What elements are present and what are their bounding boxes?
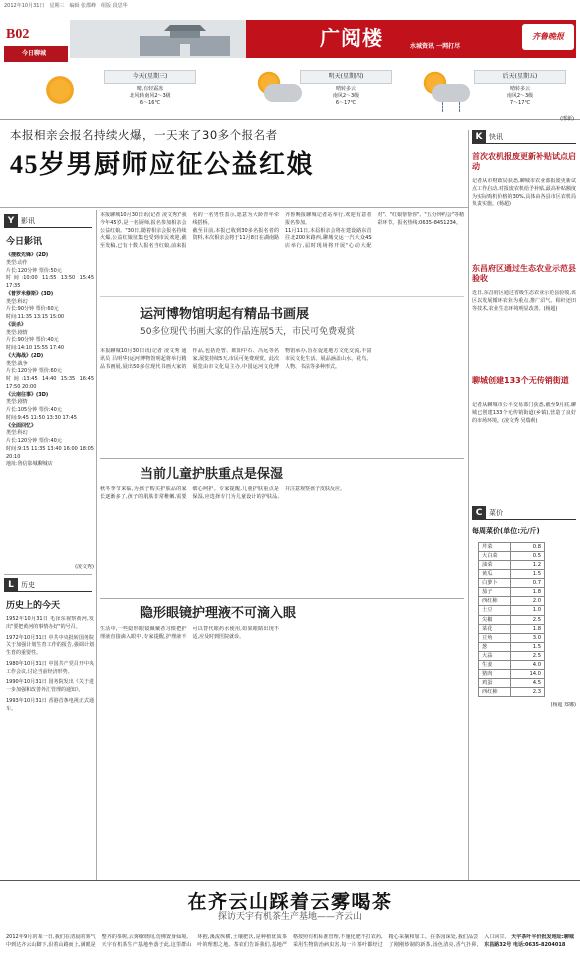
divider (4, 574, 92, 575)
veg-price: 2.3 (511, 688, 545, 697)
movie-line: 类型:科幻 (6, 298, 28, 305)
weather-credit: (邢新) (560, 116, 574, 122)
veg-row (479, 678, 545, 687)
lead-paragraph: 截至目前,本报已收到30多名报名者的资料,本次相亲会将于11月8日在湖南路齐鲁晚报聊城记者站举行,欢迎有意者报名参加。 (192, 212, 372, 242)
section-letter-l: L (4, 578, 18, 592)
veg-name: 生姜 (479, 660, 511, 669)
tea-body (6, 934, 574, 972)
page-tag: 今日聊城 (4, 46, 68, 62)
movie-section-head (4, 214, 92, 228)
weather-temp: 6～16℃ (139, 100, 161, 106)
veg-price: 0.7 (511, 579, 545, 588)
veg-name: 西红柿 (479, 597, 511, 606)
veg-row (479, 688, 545, 697)
veg-price: 1.8 (511, 588, 545, 597)
weather-strip (0, 64, 580, 120)
contact-lens-headline: 隐形眼镜护理液不可滴入眼 (140, 606, 297, 621)
veg-row (479, 570, 545, 579)
veg-price: 3.0 (511, 633, 545, 642)
history-item: 1990年10月31日 国务院发出《关于进一步加强和改善外汇管理的通知》。 (6, 679, 94, 693)
veg-row (479, 651, 545, 660)
veg-name: 葱 (479, 642, 511, 651)
movie-title: 今日影讯 (6, 237, 43, 247)
news-title: 东昌府区通过生态农业示范县验收 (472, 264, 576, 284)
weather-desc (300, 86, 392, 107)
tea-contact: 天宇茶叶平价批发地址:聊城东昌路32号 电话:0635-8204018 (484, 934, 574, 948)
veg-row (479, 552, 545, 561)
section-letter-y: Y (4, 214, 18, 228)
veg-name: 西红柿 (479, 688, 511, 697)
movie-line: 《全面回忆》 (6, 422, 37, 429)
page-number-block (4, 26, 68, 64)
cloud-icon (432, 84, 470, 102)
movie-line: 类型:动作 (6, 259, 28, 266)
veg-row (479, 669, 545, 678)
page-number: B02 (6, 27, 30, 42)
skin-headline: 当前儿童护肤重点是保湿 (140, 467, 284, 482)
column-title: 广阅楼 (320, 28, 383, 50)
paper-logo: 齐鲁晚报 (522, 24, 574, 50)
movie-line: 时间:10:00 11:55 13:50 15:45 17:35 (6, 275, 94, 289)
divider (468, 130, 469, 880)
sun-icon (44, 74, 76, 106)
lead-paragraph: 本报聊城10月30日讯(记者 凌文秀)"我今年45岁,是一名厨师,报名参加相亲会公益红娘。"30日,随着相亲会报名持续火爆,公益红娘征集也受到市民欢迎,截至发稿,已有十数人报名当红娘,前来报名的一名男性表示,愿意为大龄青年牵线搭桥。 (100, 212, 279, 249)
weather-desc (474, 86, 566, 107)
movie-line: 《普罗米修斯》(3D) (6, 290, 54, 297)
cloud-icon (264, 84, 302, 102)
section-letter-c: C (472, 506, 486, 520)
movie-line: 类型:战争 (6, 360, 28, 367)
veg-name: 菜花 (479, 624, 511, 633)
veg-name: 油菜 (479, 561, 511, 570)
veg-price: 1.0 (511, 606, 545, 615)
city-gate-illustration (130, 24, 240, 56)
veg-price: 1.8 (511, 624, 545, 633)
section-letter-k: K (472, 130, 486, 144)
veg-price: 2.5 (511, 651, 545, 660)
veg-price: 4.0 (511, 660, 545, 669)
weather-desc (104, 86, 196, 107)
veg-row (479, 624, 545, 633)
news-title: 首次农机报废更新补贴试点启动 (472, 152, 576, 172)
veg-row (479, 561, 545, 570)
weather-day: 明天(星期四) (300, 70, 392, 84)
veg-name: 鸡蛋 (479, 678, 511, 687)
divider (100, 598, 464, 599)
veg-name: 土豆 (479, 606, 511, 615)
movie-line: 时间:13:45 14:40 15:35 16:45 17:50 20:00 (6, 376, 94, 390)
topline: 2012年10月31日 星期三 编辑 张郡峰 组版 段思华 (4, 3, 128, 9)
tea-text: 2012年9月的某一日,我们在清晨的雾气中到达齐云山脚下,沿着山路而上,满眼是整齐的茶树,云雾缭绕间,仿佛置身仙境。天宇有机茶生产基地坐落于此,这里群山环抱,溪流纵横,土壤肥沃,是种植优质茶叶的理想之地。茶农们告诉我们,基地严格按照有机标准管理,不施化肥不打农药,采用生物防治病虫害,每一片茶叶都经过精心采摘和加工。在茶园深处,我们品尝了刚刚炒制的新茶,汤色清亮,香气扑鼻,入口回甘。 (6, 934, 510, 948)
history-item: 1993年10月31日 香港首条电视正式通车。 (6, 697, 94, 712)
movie-line: 地址:鲁信影城聊城店 (6, 461, 53, 468)
veg-row (479, 615, 545, 624)
veg-row (479, 588, 545, 597)
weather-condition: 晴转多云 (335, 86, 356, 92)
history-list (6, 616, 94, 876)
movie-line: 片长:120分钟 票价:40元 (6, 438, 62, 444)
news-section-head (472, 130, 576, 144)
history-item: 1952年10月31日 毛泽东视察黄河,发出"要把黄河的事情办好"的号召。 (6, 616, 94, 630)
weather-today (104, 70, 244, 118)
lead-kicker: 本报相亲会报名持续火爆，一天来了30多个报名者 (10, 128, 278, 142)
veg-price: 2.5 (511, 615, 545, 624)
veg-price: 1.5 (511, 570, 545, 579)
history-section-head (4, 578, 92, 592)
weather-wind: 南风2～3级 (506, 93, 534, 99)
weather-wind: 南风2～3级 (332, 93, 360, 99)
movie-line: 时间:14:10 15:55 17:40 (6, 345, 65, 351)
news-body: 记者从聊城市公平交易部门获悉,截至9月底,聊城已创建133个无传销街道(乡镇),营造了良好的市场环境。(凌文秀 吴瑞莉) (472, 402, 576, 424)
weather-temp: 6～17℃ (335, 100, 357, 106)
history-title: 历史上的今天 (6, 601, 61, 611)
movie-line: 时间:11:35 13:15 15:00 (6, 314, 65, 320)
movie-line: 片长:90分钟 票价:60元 (6, 306, 59, 313)
news-title: 聊城创建133个无传销街道 (472, 376, 569, 385)
movie-line: 片长:120分钟 票价:60元 (6, 368, 62, 375)
veg-title: 每周菜价(单位:元/斤) (472, 527, 540, 535)
movie-line: 类型:科幻 (6, 430, 28, 437)
column-subtitle: 水城资讯 一网打尽 (410, 43, 461, 50)
veg-name: 大白菜 (479, 552, 511, 561)
weather-tomorrow (300, 70, 440, 118)
veg-row (479, 606, 545, 615)
veg-name: 白萝卜 (479, 579, 511, 588)
veg-price: 0.5 (511, 552, 545, 561)
veg-name: 猪肉 (479, 669, 511, 678)
section-label: 影讯 (21, 217, 35, 225)
divider (100, 296, 464, 297)
veg-name: 豆角 (479, 633, 511, 642)
divider (0, 880, 580, 881)
veg-row (479, 543, 545, 552)
divider (0, 207, 468, 208)
movie-line: 时间:9:15 11:35 13:40 16:00 18:05 20:10 (6, 445, 94, 460)
veg-name: 黄瓜 (479, 570, 511, 579)
rain-icon (442, 102, 460, 112)
lead-headline: 45岁男厨师应征公益红娘 (10, 150, 315, 179)
lead-paragraph: 11月11日,本届相亲会将在建设路东首往北200米路西,聊城交运一汽大众4S店举行,届时现场将开展"心动大配对"、"红娘帮帮你"、"五分钟约会"等精彩环节。报名热线:0635-8451234。 (285, 212, 464, 249)
movie-line: 时间:9:45 11:50 13:30 17:45 (6, 414, 77, 421)
veg-row (479, 579, 545, 588)
movie-line: 《误杀》 (6, 321, 27, 328)
veg-price: 14.0 (511, 669, 545, 678)
veg-price-table (478, 542, 545, 697)
weather-condition: 晴,有轻霜冻 (136, 86, 164, 92)
veg-name: 茄子 (479, 588, 511, 597)
museum-body: 本报聊城10月30日讯(记者 凌文秀 通讯员 吕明华)运河博物馆明起将举行精品书画展,展出50多位现代书画大家的作品,包括范曾、欧阳中石、冯远等名家,展览持续5天,市民可免费观赏。此次展览由市文化局主办,中国运河文化博物馆承办,旨在促进地方文化交流,丰富市民文化生活。展品涵盖山水、花鸟、人物、书法等多种形式。 (100, 348, 372, 370)
weather-day-after (474, 70, 574, 118)
veg-name: 尖椒 (479, 615, 511, 624)
museum-headline: 运河博物馆明起有精品书画展 (140, 307, 310, 322)
divider (96, 210, 97, 880)
movie-line: 类型:剧情 (6, 329, 28, 336)
movie-line: 片长:105分钟 票价:40元 (6, 407, 62, 413)
weather-day: 后天(星期五) (474, 70, 566, 84)
tea-headline: 在齐云山踩着云雾喝茶 (187, 892, 393, 913)
history-item: 1972年10月31日 中共中央批转国务院关于加强计划生育工作的报告,强调计划生育的重要性。 (6, 634, 94, 656)
divider (100, 458, 464, 459)
news-body: 记者从市财政局获悉,聊城市农业部报废更新试点工作启动,对报废农机给予补贴,最高补贴额度为实际购机价格的30%,具体由各县市区农机局负责实施。(杨超) (472, 178, 576, 208)
veg-name: 大蒜 (479, 651, 511, 660)
news-body: 近日,东昌府区通过省级生态农业示范县验收,该区以发展循环农业为重点,推广沼气、秸秆还田等技术,农业生态环境明显改善。(杨超) (472, 290, 576, 312)
movie-line: 片长:120分钟 票价:50元 (6, 267, 62, 274)
weather-wind: 北风转南风2～3级 (129, 93, 171, 99)
movie-credit: (凌文秀) (75, 564, 94, 570)
skin-body: 秋冬季节来临,为孩子购买护肤品的家长逐渐多了,孩子的肌肤非常稚嫩,需要细心呵护。专家提醒,儿童护肤重点是保湿,应选择专门为儿童设计的护肤品,并注意观察孩子皮肤反应。 (100, 486, 346, 500)
veg-row (479, 597, 545, 606)
history-item: 1980年10月31日 中国共产党召开中央工作会议,讨论当前经济形势。 (6, 660, 94, 675)
movie-line: 《搜救先锋》(2D) (6, 252, 49, 258)
contact-lens-body: 生活中,一些隐形眼镜佩戴者习惯把护理液直接滴入眼中,专家提醒,护理液不可以替代眼药水使用,如果眼睛出现不适,应及时到医院就诊。 (100, 626, 279, 640)
movie-line: 片长:90分钟 票价:40元 (6, 337, 59, 344)
veg-name: 芹菜 (479, 543, 511, 552)
movie-line: 《大海战》(2D) (6, 352, 44, 359)
veg-price: 1.2 (511, 561, 545, 570)
veg-section-head (472, 506, 576, 520)
veg-row (479, 660, 545, 669)
veg-credit: (杨超 郑娜) (550, 702, 576, 708)
museum-subhead: 50多位现代书画大家的作品连展5天，市民可免费观赏 (140, 327, 356, 337)
weather-temp: 7～17℃ (509, 100, 531, 106)
veg-price: 1.5 (511, 642, 545, 651)
veg-price: 0.8 (511, 543, 545, 552)
weather-day: 今天(星期三) (104, 70, 196, 84)
weather-condition: 晴转多云 (509, 86, 530, 92)
section-label: 快讯 (489, 133, 503, 141)
veg-row (479, 633, 545, 642)
movie-listing (6, 252, 94, 564)
section-label: 菜价 (489, 509, 503, 517)
movie-line: 《云南往事》(3D) (6, 391, 49, 398)
veg-row (479, 642, 545, 651)
veg-price: 2.0 (511, 597, 545, 606)
masthead (70, 14, 576, 62)
tea-subhead: 探访天宇有机茶生产基地——齐云山 (217, 912, 362, 922)
movie-line: 类型:剧情 (6, 399, 28, 406)
section-label: 历史 (21, 581, 35, 589)
veg-price: 4.5 (511, 678, 545, 687)
